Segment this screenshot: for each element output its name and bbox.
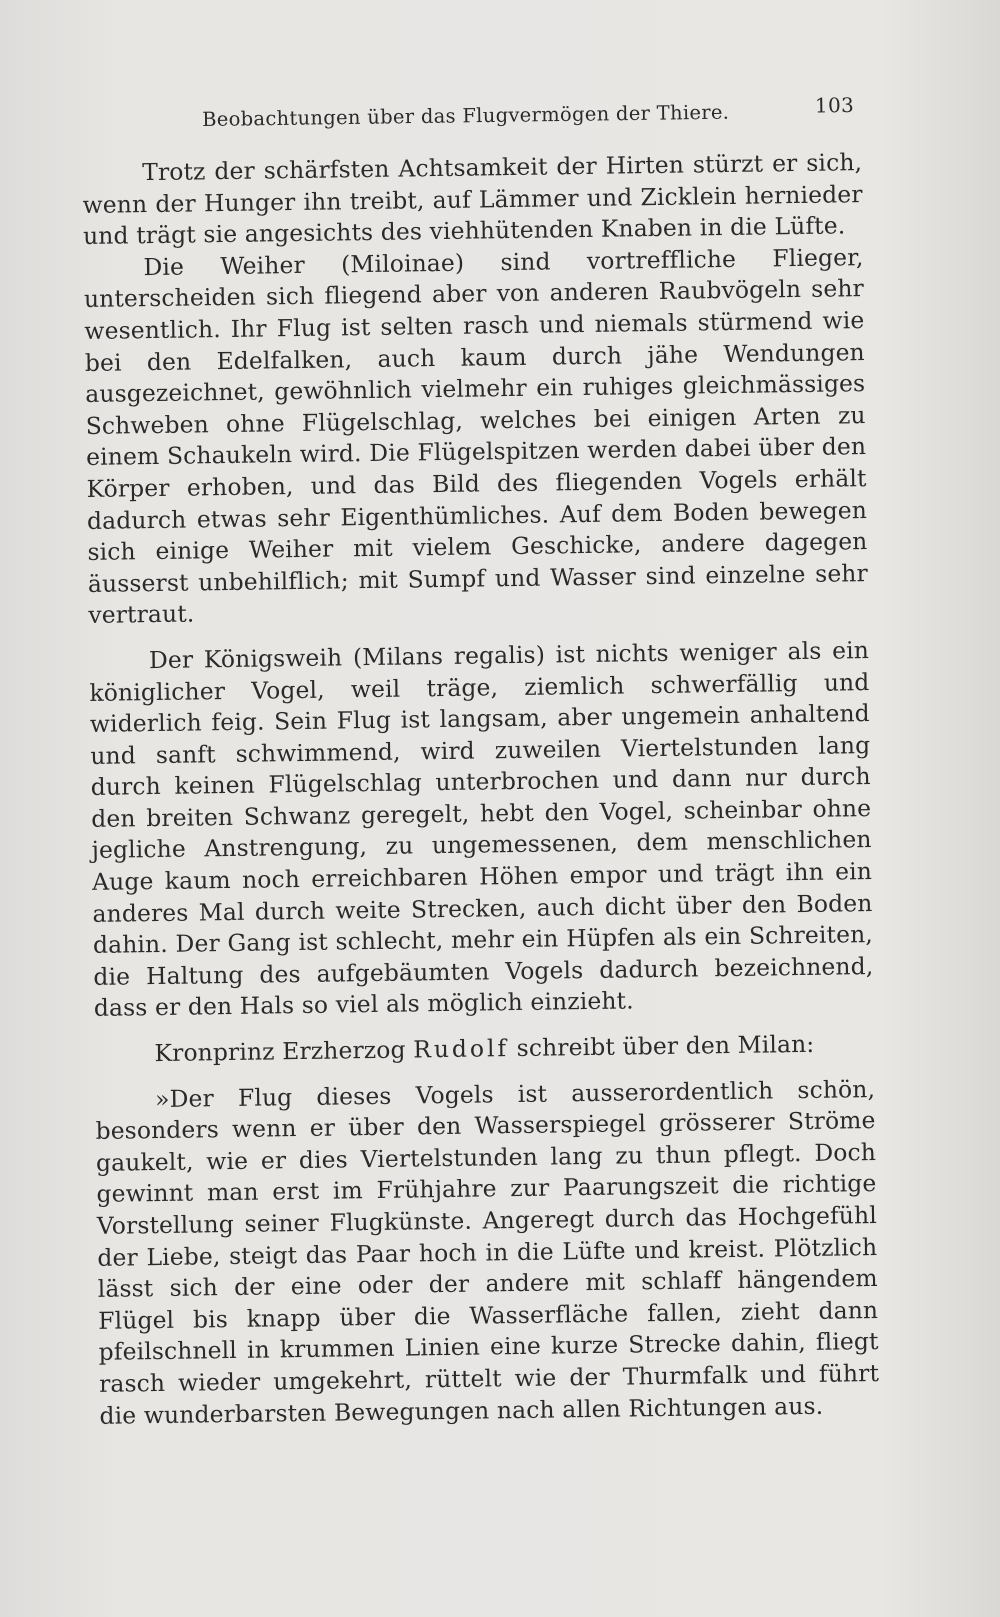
body-text [82,147,880,1432]
paragraph-eagle-hunting: Trotz der schärfsten Achtsamkeit der Hirten stürzt er sich, wenn der Hunger ihn treibt, auf Lämmer und Zicklein hernieder und trägt sie angesichts des viehhütenden Knaben in die Lüfte. [82,148,863,251]
paragraph-koenigsweih: Der Königsweih (Milans regalis) ist nichts weniger als ein königlicher Vogel, weil träge, ziemlich schwerfällig und widerlich feig. Sein Flug ist langsam, aber ungemein anhaltend und sanft schwimmend, wird zuweilen Viertelstunden lang durch keinen Flügelschlag unterbrochen und dann nur durch den breiten Schwanz geregelt, hebt den Vogel, scheinbar ohne jegliche Anstrengung, zu ungemessenen, dem menschlichen Auge kaum noch erreichbaren Höhen empor und trägt ihn ein anderes Mal durch weite Strecken, auch dicht über den Boden dahin. Der Gang ist schlecht, mehr ein Hüpfen als ein Schreiten, die Haltung des aufgebäumten Vogels dadurch bezeichnend, dass er den Hals so viel als möglich einzieht. [89,635,874,1023]
paragraph-weiher: Die Weiher (Miloinae) sind vortreffliche Flieger, unterscheiden sich fliegend aber von anderen Raubvögeln sehr wesentlich. Ihr Flug ist selten rasch und niemals stürmend wie bei den Edelfalken, auch kaum durch jähe Wendungen ausgezeichnet, gewöhnlich vielmehr ein ruhiges gleichmässiges Schweben ohne Flügelschlag, welches bei einigen Arten zu einem Schaukeln wird. Die Flügelspitzen werden dabei über den Körper erhoben, und das Bild des fliegenden Vogels erhält dadurch etwas sehr Eigenthümliches. Auf dem Boden bewegen sich einige Weiher mit vielem Geschicke, andere dagegen äusserst unbehilflich; mit Sumpf und Wasser sind einzelne sehr vertraut. [83,242,869,630]
rudolf-intro-before: Kronprinz Erzherzog [154,1035,414,1068]
rudolf-name: Rudolf [413,1034,510,1064]
running-title: Beobachtungen über das Flugvermögen der Thiere. [202,100,730,131]
paragraph-quote: »Der Flug dieses Vogels ist ausserordentlich schön, besonders wenn er über den Wasserspiegel grösserer Ströme gaukelt, wie er dies Viertelstunden lang zu thun pflegt. Doch gewinnt man erst im Frühjahre zur Paarungszeit die richtige Vorstellung seiner Flugkünste. Angeregt durch das Hochgefühl der Liebe, steigt das Paar hoch in die Lüfte und kreist. Plötzlich lässt sich der eine oder der andere mit schlaff hängendem Flügel bis knapp über die Wasserfläche fallen, zieht dann pfeilschnell in krummen Linien eine kurze Strecke dahin, fliegt rasch wieder umgekehrt, rüttelt wie der Thurmfalk und führt die wunderbarsten Bewegungen nach allen Richtungen aus. [95,1074,880,1430]
page-header [202,92,862,136]
page-number: 103 [814,92,855,118]
rudolf-intro-after: schreibt über den Milan: [508,1029,815,1063]
paragraph-rudolf-intro [94,1028,874,1070]
